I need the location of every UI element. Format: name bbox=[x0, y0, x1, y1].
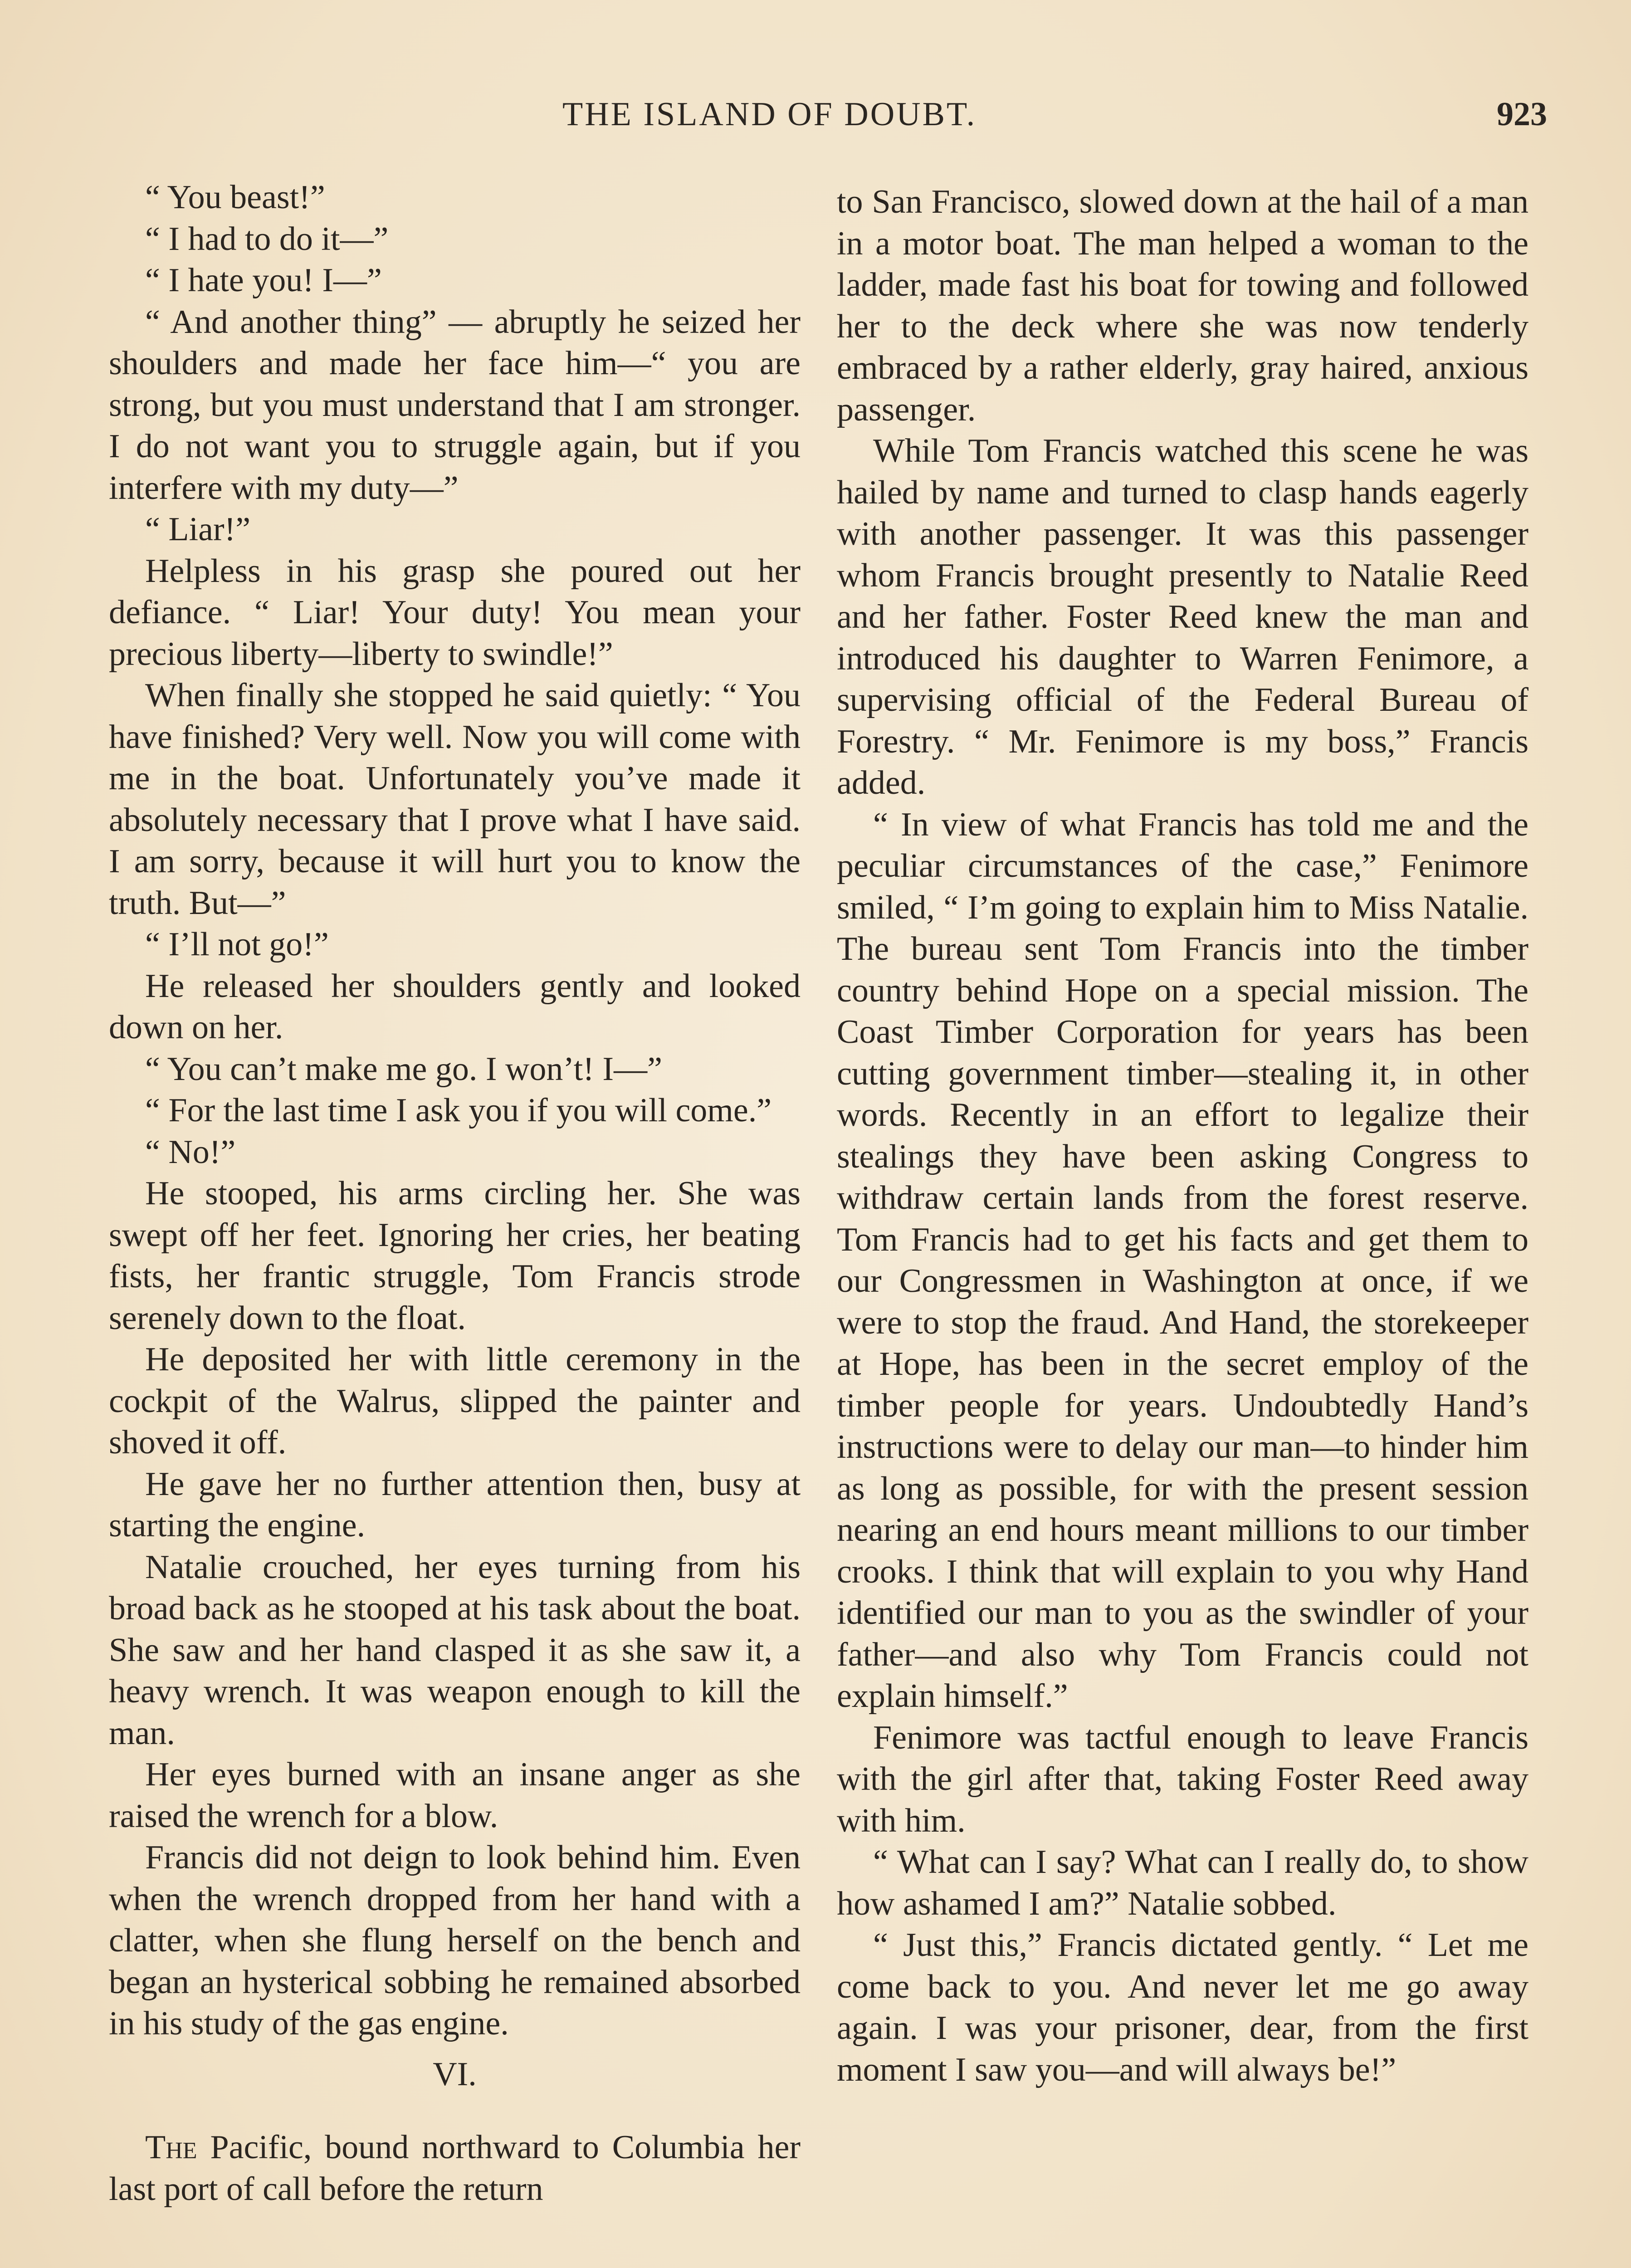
paragraph: Fenimore was tactful enough to leave Francis with the girl after that, taking Foster Reed away with him. bbox=[837, 1719, 1528, 1839]
paragraph: “ Just this,” Francis dictated gently. “ Let me come back to you. And never let me go away again. I was your prisoner, dear, from the first moment I saw you—and will always be!” bbox=[837, 1926, 1528, 2088]
paragraph: Natalie crouched, her eyes turning from his broad back as he stooped at his task about the boat. She saw and her hand clasped it as she saw it, a heavy wrench. It was weapon enough to kill the man. bbox=[109, 1548, 801, 1752]
paragraph: “ I’ll not go!” bbox=[145, 926, 329, 963]
lead-text: Pacific, bound northward to Columbia her last port of call before the return bbox=[109, 2129, 801, 2208]
paragraph: to San Francisco, slowed down at the hail of a man in a motor boat. The man helped a woman to the ladder, made fast his boat for towing and followed her to the deck where she was now tenderly embraced by a rather elderly, gray haired, anxious passenger. bbox=[837, 183, 1528, 428]
running-title: THE ISLAND OF DOUBT. bbox=[562, 96, 977, 133]
paragraph: He released her shoulders gently and looked down on her. bbox=[109, 967, 801, 1046]
paragraph: “ What can I say? What can I really do, to show how ashamed I am?” Natalie sobbed. bbox=[837, 1843, 1528, 1922]
left-column bbox=[109, 177, 801, 2210]
page-header bbox=[0, 95, 1631, 150]
paragraph: “ Liar!” bbox=[145, 511, 251, 548]
paragraph: He deposited her with little ceremony in the cockpit of the Walrus, slipped the painter and shoved it off. bbox=[109, 1341, 801, 1461]
section-opening-paragraph bbox=[109, 2127, 801, 2210]
right-column bbox=[837, 181, 1528, 2091]
paragraph: Her eyes burned with an insane anger as she raised the wrench for a blow. bbox=[109, 1756, 801, 1835]
paragraph: He gave her no further attention then, busy at starting the engine. bbox=[109, 1465, 801, 1544]
paragraph: “ No!” bbox=[145, 1133, 236, 1171]
paragraph: While Tom Francis watched this scene he was hailed by name and turned to clasp hands eagerly with another passenger. It was this passenger whom Francis brought presently to Natalie Reed and her father. Foster Reed knew the man and introduced his daughter to Warren Fenimore, a supervising official of the Federal Bureau of Forestry. “ Mr. Fenimore is my boss,” Francis added. bbox=[837, 432, 1528, 802]
page-number: 923 bbox=[1497, 96, 1547, 133]
paragraph: Helpless in his grasp she poured out her defiance. “ Liar! Your duty! You mean your precious liberty—liberty to swindle!” bbox=[109, 552, 801, 673]
paragraph: “ I had to do it—” bbox=[145, 220, 389, 258]
paragraph: “ For the last time I ask you if you will come.” bbox=[145, 1092, 772, 1129]
paragraph: “ You beast!” bbox=[145, 179, 325, 216]
paragraph: “ You can’t make me go. I won’t! I—” bbox=[145, 1050, 662, 1088]
section-heading: VI. bbox=[433, 2055, 477, 2093]
paragraph: When finally she stopped he said quietly: “ You have finished? Very well. Now you will come with me in the boat. Unfortunately you’ve made it absolutely necessary that I prove what I have said. I am sorry, because it will hurt you to know the truth. But—” bbox=[109, 677, 801, 922]
lead-word: The bbox=[145, 2129, 197, 2166]
paragraph: He stooped, his arms circling her. She was swept off her feet. Ignoring her cries, her beating fists, her frantic struggle, Tom Francis strode serenely down to the float. bbox=[109, 1175, 801, 1337]
paragraph: “ I hate you! I—” bbox=[145, 262, 382, 299]
paragraph: “ In view of what Francis has told me and the peculiar circumstances of the case,” Fenimore smiled, “ I’m going to explain him to Miss Natalie. The bureau sent Tom Francis into the timber country behind Hope on a special mission. The Coast Timber Corporation for years has been cutting government timber—stealing it, in other words. Recently in an effort to legalize their stealings they have been asking Congress to withdraw certain lands from the forest reserve. Tom Francis had to get his facts and get them to our Congressmen in Washington at once, if we were to stop the fraud. And Hand, the storekeeper at Hope, has been in the secret employ of the timber people for years. Undoubtedly Hand’s instructions were to delay our man—to hinder him as long as possible, for with the present session nearing an end hours meant millions to our timber crooks. I think that will explain to you why Hand identified our man to you as the swindler of your father—and also why Tom Francis could not explain himself.” bbox=[837, 806, 1528, 1715]
paragraph: Francis did not deign to look behind him. Even when the wrench dropped from her hand with a clatter, when she flung herself on the bench and began an hysterical sobbing he remained absorbed in his study of the gas engine. bbox=[109, 1839, 801, 2042]
paragraph: “ And another thing” — abruptly he seized her shoulders and made her face him—“ you are strong, but you must understand that I am stronger. I do not want you to struggle again, but if you interfere with my duty—” bbox=[109, 303, 801, 507]
